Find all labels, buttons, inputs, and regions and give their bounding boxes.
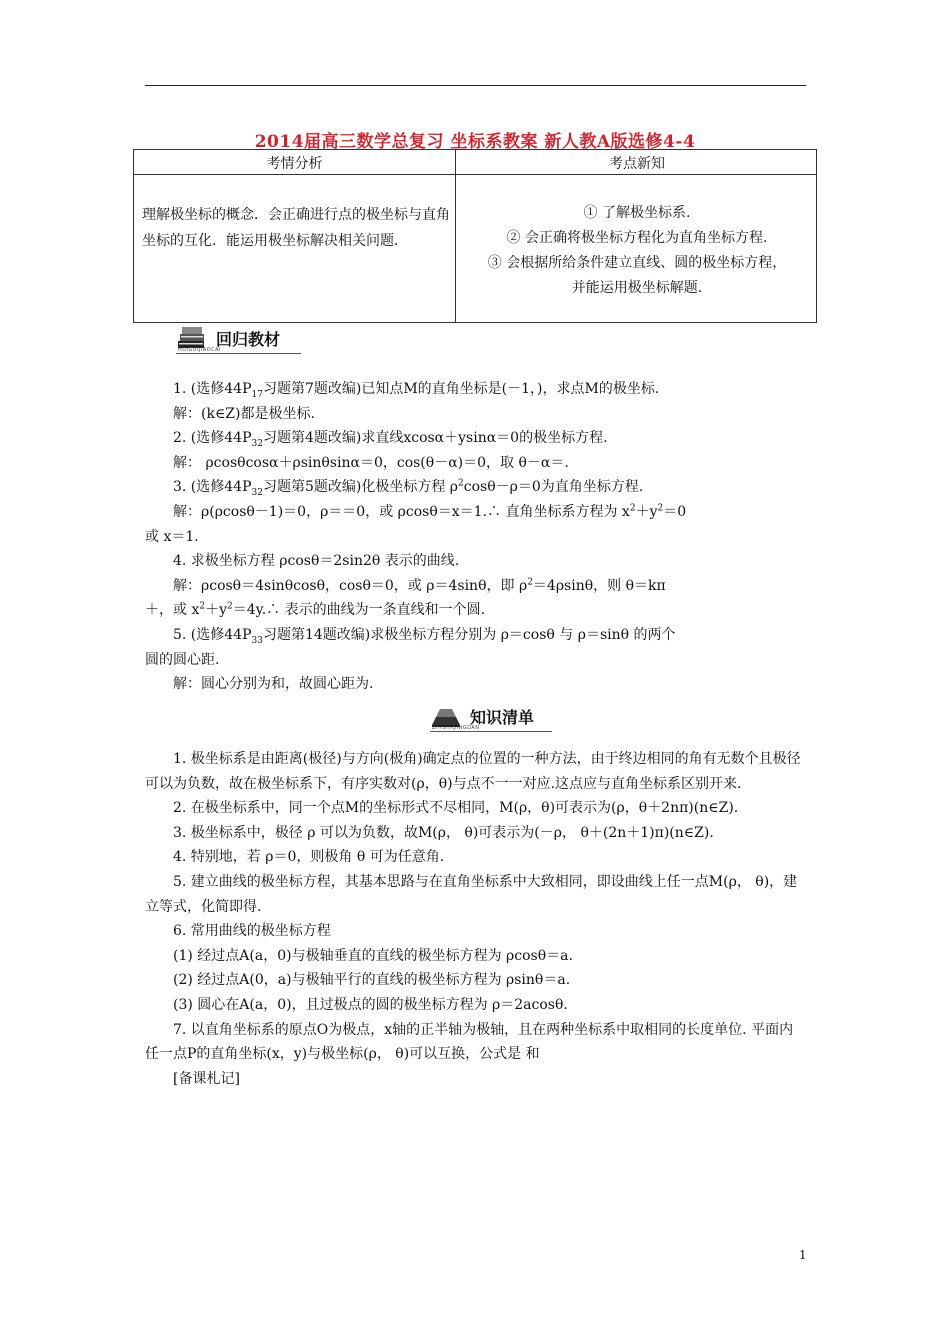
- table-header-analysis: 考情分析: [266, 156, 323, 172]
- answer-3-cont: 或 x＝1.: [145, 528, 199, 545]
- knowledge-item: 并能运用极坐标解题.: [571, 280, 703, 296]
- answer-1: 解：(k∈Z)都是极坐标.: [173, 405, 315, 422]
- section-underline: [176, 353, 301, 354]
- question-5: 5. (选修$44P_{33}$习题第14题改编)求极坐标方程分别为 ρ＝cosθ 与 ρ＝sinθ 的两个: [173, 626, 676, 646]
- lesson-notes: [备课札记]: [173, 1070, 240, 1087]
- knowledge-6-1: (1) 经过点A(a，0)与极轴垂直的直线的极坐标方程为 ρcosθ＝a.: [173, 947, 573, 964]
- header-rule: [145, 85, 806, 86]
- answer-2: 解： ρcosθcosα＋ρsinθsinα＝0，cos(θ－α)＝0，取 θ－α＝.: [173, 454, 569, 471]
- review-section: [145, 377, 807, 697]
- knowledge-item: ② 会正确将极坐标方程化为直角坐标方程.: [506, 230, 768, 246]
- answer-3: 解：ρ(ρcosθ－1)＝0，ρ＝＝0，或 ρcosθ＝x＝1.∴ 直角坐标系方程为 $x^2+y^2=0$: [173, 503, 687, 520]
- knowledge-6-2: (2) 经过点A(0，a)与极轴平行的直线的极坐标方程为 ρsinθ＝a.: [173, 972, 571, 989]
- knowledge-6: 6. 常用曲线的极坐标方程: [173, 923, 331, 940]
- answer-4-cont: ＋，或 $x^2+y^2=4y.\therefore$ 表示的曲线为一条直线和一个圆.: [145, 601, 486, 619]
- table-cell-analysis: 理解极坐标的概念．会正确进行点的极坐标与直角坐标的互化．能运用极坐标解决相关问题．: [142, 207, 450, 249]
- knowledge-2: 2. 在极坐标系中，同一个点M的坐标形式不尽相同，M(ρ，θ)可表示为(ρ，θ＋2nπ)(n∈Z).: [173, 800, 739, 817]
- knowledge-1: 1. 极坐标系是由距离(极径)与方向(极角)确定点的位置的一种方法，由于终边相同的角有无数个且极径可以为负数，故在极坐标系下，有序实数对(ρ，θ)与点不一一对应.这点应与直角坐标系区别开来.: [145, 751, 801, 792]
- question-1: 1. (选修$44P_{17}$习题第7题改编)已知点M的直角坐标是(－1，)，求点M的极坐标.: [173, 381, 660, 400]
- table-header-knowledge: 考点新知: [609, 156, 665, 172]
- table-header-rule: [134, 174, 816, 175]
- knowledge-item: ① 了解极坐标系.: [583, 205, 691, 221]
- section-underline: [430, 731, 552, 732]
- question-5-cont: 圆的圆心距.: [145, 651, 220, 668]
- knowledge-6-3: (3) 圆心在A(a，0)，且过极点的圆的极坐标方程为 ρ＝2acosθ.: [173, 996, 568, 1013]
- table-cell-knowledge: [456, 201, 818, 301]
- answer-5: 解：圆心分别为和，故圆心距为.: [173, 676, 374, 693]
- section-label: 回归教材: [216, 330, 281, 349]
- knowledge-4: 4. 特别地，若 ρ＝0，则极角 θ 可为任意角.: [173, 849, 445, 866]
- section-badge-review: [176, 325, 301, 353]
- question-2: 2. (选修$44P_{32}$习题第4题改编)求直线xcosα＋ysinα＝0的极坐标方程.: [173, 430, 608, 449]
- knowledge-7: 7. 以直角坐标系的原点O为极点，x轴的正半轴为极轴，且在两种坐标系中取相同的长度单位. 平面内任一点P的直角坐标(x，y)与极坐标(ρ， θ)可以互换，公式是 和: [145, 1021, 794, 1063]
- section-badge-knowledge: [430, 703, 552, 731]
- page-number: 1: [799, 1248, 807, 1262]
- knowledge-item: ③ 会根据所给条件建立直线、圆的极坐标方程，: [487, 255, 787, 271]
- section-label: 知识清单: [470, 708, 535, 727]
- section-pinyin: ZHISHIQINGDAN: [432, 725, 480, 731]
- section-pinyin: HUIGUIJIAOCAI: [178, 347, 222, 353]
- question-4: 4. 求极坐标方程 ρcosθ＝2sin2θ 表示的曲线.: [173, 553, 460, 570]
- question-3: 3. (选修$44P_{32}$习题第5题改编)化极坐标方程 $\rho^2\cos\theta-\rho=0$为直角坐标方程.: [173, 478, 644, 499]
- knowledge-3: 3. 极坐标系中，极径 ρ 可以为负数，故M(ρ， θ)可表示为(－ρ， θ＋(2n＋1)π)(n∈Z).: [173, 824, 714, 841]
- analysis-table: [133, 149, 817, 323]
- knowledge-5: 5. 建立曲线的极坐标方程，其基本思路与在直角坐标系中大致相同，即设曲线上任一点M(ρ， θ)，建立等式，化简即得.: [145, 873, 798, 915]
- answer-4: 解：ρcosθ＝4sinθcosθ，cosθ＝0，或 ρ＝4sinθ，即 $\rho^2=4\rho\sin\theta$，则 θ＝kπ: [173, 577, 666, 594]
- page-title: 2014届高三数学总复习 坐标系教案 新人教A版选修4-4: [254, 132, 696, 152]
- knowledge-section: [145, 747, 807, 1091]
